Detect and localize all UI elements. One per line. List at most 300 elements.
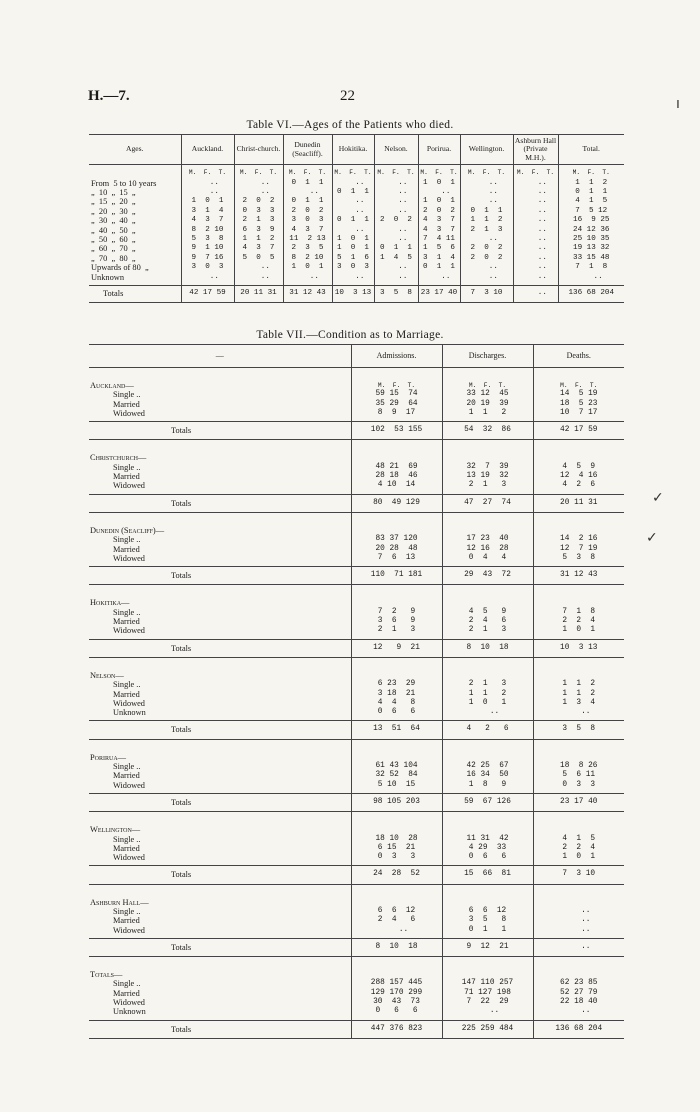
table6-cell: .. bbox=[374, 226, 418, 235]
table7-row bbox=[89, 916, 624, 925]
table7-cell: 2 2 4 bbox=[533, 617, 624, 626]
table7-cell: 35 29 64 bbox=[351, 400, 442, 409]
table7-row bbox=[89, 853, 624, 862]
table7-cell: 3 5 8 bbox=[442, 916, 533, 925]
table6-cell: .. bbox=[332, 226, 374, 235]
table6-cell: 0 1 1 bbox=[558, 188, 624, 197]
table7-totals-label: Totals bbox=[89, 721, 351, 739]
table7-cell: 4 4 8 bbox=[351, 699, 442, 708]
table7-row-label: Widowed bbox=[113, 408, 145, 418]
table6-cell: 2 1 3 bbox=[234, 216, 283, 225]
table6-cell: 6 3 9 bbox=[234, 226, 283, 235]
table6-col-dunedin: Dunedin (Seacliff). bbox=[283, 135, 332, 165]
table7-blank-cell bbox=[533, 585, 624, 608]
table7-group-name: Wellington— bbox=[90, 825, 141, 835]
table6-col-hokitika: Hokitika. bbox=[332, 135, 374, 165]
table7-row bbox=[89, 617, 624, 626]
page-number: 22 bbox=[340, 88, 355, 104]
table7-cell: 0 4 4 bbox=[442, 554, 533, 563]
table7-cell: 1 1 2 bbox=[442, 409, 533, 418]
table6-row bbox=[89, 263, 624, 272]
table6-cell: .. bbox=[332, 273, 374, 286]
table7-row-label: Widowed bbox=[113, 553, 145, 563]
table6-cell: .. bbox=[418, 188, 460, 197]
table7-cell: 0 6 6 bbox=[442, 853, 533, 862]
table6-cell: .. bbox=[558, 273, 624, 286]
table7-row-label: Widowed bbox=[113, 853, 145, 863]
table7-cell: 2 1 3 bbox=[442, 481, 533, 490]
table6-cell: 2 0 2 bbox=[418, 207, 460, 216]
table6-age-label: Unknown bbox=[89, 273, 181, 286]
table6-mft-label: M. F. T. bbox=[234, 165, 283, 179]
table6-cell: 2 1 3 bbox=[460, 226, 513, 235]
table7-totals-label: Totals bbox=[89, 422, 351, 440]
table7-cell: 4 2 6 bbox=[533, 481, 624, 490]
table7-cell: 0 1 1 bbox=[442, 926, 533, 935]
table7-row-label: Married bbox=[113, 771, 140, 781]
table7-cell: 42 25 67 bbox=[442, 762, 533, 771]
document-code: H.—7. bbox=[88, 88, 130, 104]
table7-col-discharges: Discharges. bbox=[442, 345, 533, 368]
table6-age-label: „ 30 „ 40 „ bbox=[89, 216, 181, 225]
table7-row bbox=[89, 771, 624, 780]
table7-row-label: Married bbox=[113, 689, 140, 699]
table7-cell: 7 2 9 bbox=[351, 608, 442, 617]
table6-age-label: „ 60 „ 70 „ bbox=[89, 244, 181, 253]
table7-total-cell: .. bbox=[533, 938, 624, 956]
table7-row-label: Unknown bbox=[113, 708, 146, 718]
table7-cell: 4 29 33 bbox=[442, 844, 533, 853]
table7-cell: 7 6 13 bbox=[351, 554, 442, 563]
table6-row bbox=[89, 216, 624, 225]
table7-total-cell: 29 43 72 bbox=[442, 567, 533, 585]
table7-row-label: Single .. bbox=[113, 462, 141, 472]
table7-totals-label: Totals bbox=[89, 793, 351, 811]
table7-cell: 6 15 21 bbox=[351, 844, 442, 853]
table6-cell: 1 5 6 bbox=[418, 244, 460, 253]
table6-row bbox=[89, 179, 624, 188]
table6-cell: .. bbox=[460, 263, 513, 272]
table7-cell: 13 19 32 bbox=[442, 472, 533, 481]
table7-totals-row bbox=[89, 721, 624, 739]
table7-blank-cell bbox=[533, 440, 624, 463]
table6-row bbox=[89, 226, 624, 235]
table7-cell: 20 19 39 bbox=[442, 400, 533, 409]
table6-cell: .. bbox=[234, 263, 283, 272]
table7-cell: 1 0 1 bbox=[442, 699, 533, 708]
table7-row bbox=[89, 690, 624, 699]
table6-cell: .. bbox=[181, 273, 234, 286]
table6-cell: .. bbox=[374, 263, 418, 272]
table7-cell: .. bbox=[351, 926, 442, 935]
table6-cell: 1 1 2 bbox=[558, 179, 624, 188]
table7-cell: 2 1 3 bbox=[351, 626, 442, 635]
table6-cell: 7 1 8 bbox=[558, 263, 624, 272]
table7-cell: 83 37 120 bbox=[351, 535, 442, 544]
table6-col-nelson: Nelson. bbox=[374, 135, 418, 165]
table7-blank-cell bbox=[442, 957, 533, 980]
table7-blank-cell bbox=[351, 440, 442, 463]
table7-cell: 0 6 6 bbox=[351, 708, 442, 717]
table7-mft-label: M. F. T. bbox=[351, 368, 442, 391]
table7-cell: 14 5 19 bbox=[533, 390, 624, 399]
table6-cell: 3 0 3 bbox=[332, 263, 374, 272]
table6-cell: 25 10 35 bbox=[558, 235, 624, 244]
table6-cell: .. bbox=[374, 188, 418, 197]
table7-cell: 18 5 23 bbox=[533, 400, 624, 409]
table7-totals-row bbox=[89, 422, 624, 440]
table7-total-cell: 225 259 484 bbox=[442, 1020, 533, 1038]
table7-cell: 5 10 15 bbox=[351, 781, 442, 790]
table6-cell: .. bbox=[513, 188, 558, 197]
table7-group-row bbox=[89, 368, 624, 391]
table7-row bbox=[89, 907, 624, 916]
table6-cell: .. bbox=[460, 273, 513, 286]
table6-age-label: „ 70 „ 80 „ bbox=[89, 254, 181, 263]
table7-total-cell: 136 68 204 bbox=[533, 1020, 624, 1038]
table7-cell: 3 18 21 bbox=[351, 690, 442, 699]
table7-row bbox=[89, 998, 624, 1007]
table6-cell: .. bbox=[460, 197, 513, 206]
table6-cell: 0 1 1 bbox=[283, 179, 332, 188]
table7-cell: 18 10 28 bbox=[351, 835, 442, 844]
table6-mft-label: M. F. T. bbox=[374, 165, 418, 179]
table7-cell: 12 7 19 bbox=[533, 545, 624, 554]
table6-cell: 4 3 7 bbox=[418, 226, 460, 235]
table7-cell: 129 170 299 bbox=[351, 989, 442, 998]
table7-row-label: Single .. bbox=[113, 762, 141, 772]
table6-cell: 1 1 2 bbox=[234, 235, 283, 244]
table7-row-label: Single .. bbox=[113, 979, 141, 989]
table7-row-label: Widowed bbox=[113, 626, 145, 636]
table6-cell: .. bbox=[374, 235, 418, 244]
table6-cell: 0 1 1 bbox=[460, 207, 513, 216]
table7-blank-cell bbox=[533, 657, 624, 680]
table6-mft-blank bbox=[89, 165, 181, 179]
table6-cell: 11 2 13 bbox=[283, 235, 332, 244]
table7-totals-label: Totals bbox=[89, 938, 351, 956]
table7-totals-row bbox=[89, 639, 624, 657]
table7-group-row bbox=[89, 440, 624, 463]
table7-cell: 33 12 45 bbox=[442, 390, 533, 399]
table7-row-label: Single .. bbox=[113, 906, 141, 916]
table6-cell: .. bbox=[418, 273, 460, 286]
table7-row-label: Single .. bbox=[113, 535, 141, 545]
table6-mft-label: M. F. T. bbox=[460, 165, 513, 179]
table6-cell: 33 15 48 bbox=[558, 254, 624, 263]
table6-cell: .. bbox=[460, 188, 513, 197]
table6-cell: 4 1 5 bbox=[558, 197, 624, 206]
table6-cell: 8 2 10 bbox=[283, 254, 332, 263]
table7-cell: 2 2 4 bbox=[533, 844, 624, 853]
table6-ages-of-patients-who-died bbox=[89, 134, 624, 303]
table6-cell: 16 9 25 bbox=[558, 216, 624, 225]
table6-cell: 0 1 1 bbox=[332, 216, 374, 225]
table7-total-cell: 59 67 126 bbox=[442, 793, 533, 811]
table6-mft-label: M. F. T. bbox=[558, 165, 624, 179]
table6-cell: 0 1 1 bbox=[283, 197, 332, 206]
table6-cell: 1 0 1 bbox=[418, 179, 460, 188]
table7-blank-cell bbox=[351, 884, 442, 907]
table7-total-cell: 110 71 181 bbox=[351, 567, 442, 585]
table7-total-cell: 42 17 59 bbox=[533, 422, 624, 440]
table7-totals-row bbox=[89, 1020, 624, 1038]
table7-total-cell: 47 27 74 bbox=[442, 494, 533, 512]
table6-total-cell: .. bbox=[513, 286, 558, 302]
margin-tick-mark: ✓ bbox=[652, 490, 664, 506]
table7-row-label: Single .. bbox=[113, 390, 141, 400]
table6-cell: .. bbox=[374, 207, 418, 216]
table7-group-name: Auckland— bbox=[90, 381, 134, 390]
table7-row bbox=[89, 708, 624, 717]
table7-cell: .. bbox=[442, 708, 533, 717]
table7-group-row bbox=[89, 739, 624, 762]
table6-cell: .. bbox=[513, 197, 558, 206]
table7-group-name: Christchurch— bbox=[90, 453, 147, 463]
table7-cell: 5 3 8 bbox=[533, 554, 624, 563]
table6-total-cell: 3 5 8 bbox=[374, 286, 418, 302]
table7-row bbox=[89, 979, 624, 988]
table7-cell: 11 31 42 bbox=[442, 835, 533, 844]
table7-col-deaths: Deaths. bbox=[533, 345, 624, 368]
table7-totals-row bbox=[89, 938, 624, 956]
table7-header-row bbox=[89, 345, 624, 368]
table6-cell: 3 0 3 bbox=[283, 216, 332, 225]
table6-cell: .. bbox=[283, 273, 332, 286]
table6-row bbox=[89, 207, 624, 216]
table6-cell: .. bbox=[181, 188, 234, 197]
table7-blank-cell bbox=[442, 657, 533, 680]
table6-col-ashburn-hall: Ashburn Hall (Private M.H.). bbox=[513, 135, 558, 165]
table7-cell: 2 1 3 bbox=[442, 680, 533, 689]
table7-blank-cell bbox=[533, 884, 624, 907]
table7-cell: 0 6 6 bbox=[351, 1007, 442, 1016]
table7-totals-row bbox=[89, 866, 624, 884]
table7-row-label: Married bbox=[113, 472, 140, 482]
table7-cell: 71 127 198 bbox=[442, 989, 533, 998]
table6-cell: 4 3 7 bbox=[181, 216, 234, 225]
table6-row bbox=[89, 244, 624, 253]
table7-cell: 4 1 5 bbox=[533, 835, 624, 844]
table6-cell: .. bbox=[332, 179, 374, 188]
table7-total-cell: 4 2 6 bbox=[442, 721, 533, 739]
table7-cell: 4 5 9 bbox=[442, 608, 533, 617]
table7-cell: 288 157 445 bbox=[351, 979, 442, 988]
table7-total-cell: 8 10 18 bbox=[351, 938, 442, 956]
table6-row bbox=[89, 273, 624, 286]
table7-blank-cell bbox=[351, 739, 442, 762]
table7-total-cell: 15 66 81 bbox=[442, 866, 533, 884]
table7-cell: 30 43 73 bbox=[351, 998, 442, 1007]
table6-cell: .. bbox=[513, 273, 558, 286]
table7-row-label: Married bbox=[113, 843, 140, 853]
table6-cell: 5 0 5 bbox=[234, 254, 283, 263]
table6-total-cell: 42 17 59 bbox=[181, 286, 234, 302]
table7-cell: 22 18 40 bbox=[533, 998, 624, 1007]
table6-cell: 4 3 7 bbox=[234, 244, 283, 253]
table7-group-row bbox=[89, 512, 624, 535]
table7-row bbox=[89, 699, 624, 708]
table7-cell: 2 4 6 bbox=[351, 916, 442, 925]
table6-cell: 2 0 2 bbox=[234, 197, 283, 206]
table7-cell: 7 22 29 bbox=[442, 998, 533, 1007]
table7-total-cell: 447 376 823 bbox=[351, 1020, 442, 1038]
table6-age-label: „ 10 „ 15 „ bbox=[89, 188, 181, 197]
table6-total-cell: 10 3 13 bbox=[332, 286, 374, 302]
table7-col-blank: — bbox=[89, 345, 351, 368]
table6-cell: .. bbox=[460, 179, 513, 188]
table7-mft-label: M. F. T. bbox=[442, 368, 533, 391]
table6-cell: 1 0 1 bbox=[332, 244, 374, 253]
table7-group-name: Dunedin (Seacliff)— bbox=[90, 525, 165, 535]
table7-cell: 1 8 9 bbox=[442, 781, 533, 790]
table7-cell: 14 2 16 bbox=[533, 535, 624, 544]
table7-row-label: Single .. bbox=[113, 834, 141, 844]
table7-blank-cell bbox=[442, 585, 533, 608]
table6-cell: 2 0 2 bbox=[460, 254, 513, 263]
table7-blank-cell bbox=[442, 739, 533, 762]
table7-group-row bbox=[89, 657, 624, 680]
table7-totals-label: Totals bbox=[89, 866, 351, 884]
table6-cell: .. bbox=[513, 226, 558, 235]
table7-cell: 1 3 4 bbox=[533, 699, 624, 708]
table7-total-cell: 23 17 40 bbox=[533, 793, 624, 811]
table7-cell: 52 27 79 bbox=[533, 989, 624, 998]
table6-cell: 3 0 3 bbox=[181, 263, 234, 272]
table7-cell: 16 34 50 bbox=[442, 771, 533, 780]
table7-cell: .. bbox=[533, 916, 624, 925]
table7-row-label: Married bbox=[113, 617, 140, 627]
table6-age-label: „ 40 „ 50 „ bbox=[89, 226, 181, 235]
table7-cell: .. bbox=[533, 907, 624, 916]
table7-row bbox=[89, 400, 624, 409]
table7-row-label: Married bbox=[113, 399, 140, 409]
table6-age-label: „ 15 „ 20 „ bbox=[89, 197, 181, 206]
table6-title: Table VI.—Ages of the Patients who died. bbox=[246, 119, 454, 131]
table7-blank-cell bbox=[533, 812, 624, 835]
table7-row bbox=[89, 781, 624, 790]
table7-cell: 12 16 28 bbox=[442, 545, 533, 554]
table6-age-label: „ 20 „ 30 „ bbox=[89, 207, 181, 216]
table7-row bbox=[89, 926, 624, 935]
table7-blank-cell bbox=[351, 585, 442, 608]
table6-row bbox=[89, 254, 624, 263]
table6-cell: .. bbox=[513, 263, 558, 272]
table7-total-cell: 54 32 86 bbox=[442, 422, 533, 440]
table7-cell: .. bbox=[533, 926, 624, 935]
table7-cell: 4 5 9 bbox=[533, 463, 624, 472]
table7-blank-cell bbox=[533, 512, 624, 535]
table7-group-name: Porirua— bbox=[90, 752, 127, 762]
table7-row bbox=[89, 1007, 624, 1016]
table7-blank-cell bbox=[351, 512, 442, 535]
table7-cell: 20 28 48 bbox=[351, 545, 442, 554]
table6-cell: 4 3 7 bbox=[283, 226, 332, 235]
table6-cell: 3 1 4 bbox=[418, 254, 460, 263]
table7-cell: 18 8 26 bbox=[533, 762, 624, 771]
table6-age-label: „ 50 „ 60 „ bbox=[89, 235, 181, 244]
margin-tick-mark: ✓ bbox=[646, 530, 658, 546]
table7-cell: 28 18 46 bbox=[351, 472, 442, 481]
table7-totals-label: Totals bbox=[89, 1020, 351, 1038]
table7-row bbox=[89, 608, 624, 617]
table7-row bbox=[89, 626, 624, 635]
table7-cell: .. bbox=[442, 1007, 533, 1016]
table7-totals-label: Totals bbox=[89, 494, 351, 512]
table6-totals-label: Totals bbox=[89, 286, 181, 302]
table7-cell: 6 23 29 bbox=[351, 680, 442, 689]
table6-mft-label: M. F. T. bbox=[181, 165, 234, 179]
table7-total-cell: 13 51 64 bbox=[351, 721, 442, 739]
table7-total-cell: 9 12 21 bbox=[442, 938, 533, 956]
table7-total-cell: 7 3 10 bbox=[533, 866, 624, 884]
table6-cell: .. bbox=[374, 197, 418, 206]
table7-cell: 2 1 3 bbox=[442, 626, 533, 635]
table7-row-label: Unknown bbox=[113, 1007, 146, 1017]
table6-cell: .. bbox=[513, 179, 558, 188]
table7-cell: 1 1 2 bbox=[533, 680, 624, 689]
table7-blank-cell bbox=[442, 812, 533, 835]
table7-group-row bbox=[89, 585, 624, 608]
table6-total-cell: 31 12 43 bbox=[283, 286, 332, 302]
table6-cell: .. bbox=[234, 179, 283, 188]
table7-blank-cell bbox=[533, 957, 624, 980]
table6-cell: 7 4 11 bbox=[418, 235, 460, 244]
table6-cell: 1 0 1 bbox=[181, 197, 234, 206]
table7-row-label: Widowed bbox=[113, 925, 145, 935]
table6-col-porirua: Porirua. bbox=[418, 135, 460, 165]
table6-cell: 1 4 5 bbox=[374, 254, 418, 263]
table7-row-label: Widowed bbox=[113, 698, 145, 708]
table6-cell: .. bbox=[234, 188, 283, 197]
table6-cell: 1 0 1 bbox=[283, 263, 332, 272]
table6-cell: .. bbox=[283, 188, 332, 197]
table7-totals-label: Totals bbox=[89, 567, 351, 585]
table6-mft-label: M. F. T. bbox=[513, 165, 558, 179]
table7-row bbox=[89, 481, 624, 490]
table6-total-cell: 136 68 204 bbox=[558, 286, 624, 302]
table6-cell: 1 0 1 bbox=[332, 235, 374, 244]
table7-row-label: Single .. bbox=[113, 680, 141, 690]
table6-cell: .. bbox=[374, 179, 418, 188]
table7-row-label: Married bbox=[113, 916, 140, 926]
table7-cell: 5 6 11 bbox=[533, 771, 624, 780]
table7-cell: 48 21 69 bbox=[351, 463, 442, 472]
table7-blank-cell bbox=[533, 739, 624, 762]
table7-totals-label: Totals bbox=[89, 639, 351, 657]
table6-col-auckland: Auckland. bbox=[181, 135, 234, 165]
table7-row-label: Widowed bbox=[113, 998, 145, 1008]
table7-group-name: Ashburn Hall— bbox=[90, 897, 149, 907]
table7-row bbox=[89, 844, 624, 853]
table6-cell: 0 1 1 bbox=[374, 244, 418, 253]
table6-cell: 5 1 6 bbox=[332, 254, 374, 263]
table7-row bbox=[89, 554, 624, 563]
table7-total-cell: 24 28 52 bbox=[351, 866, 442, 884]
table6-total-cell: 20 11 31 bbox=[234, 286, 283, 302]
table6-cell: .. bbox=[332, 207, 374, 216]
table7-blank-cell bbox=[351, 657, 442, 680]
table7-cell: 3 6 9 bbox=[351, 617, 442, 626]
table7-cell: 32 52 84 bbox=[351, 771, 442, 780]
table7-row-label: Single .. bbox=[113, 607, 141, 617]
table7-row bbox=[89, 680, 624, 689]
table7-cell: .. bbox=[533, 1007, 624, 1016]
table6-row bbox=[89, 197, 624, 206]
table6-total-cell: 23 17 40 bbox=[418, 286, 460, 302]
table7-total-cell: 8 10 18 bbox=[442, 639, 533, 657]
table7-totals-row bbox=[89, 793, 624, 811]
